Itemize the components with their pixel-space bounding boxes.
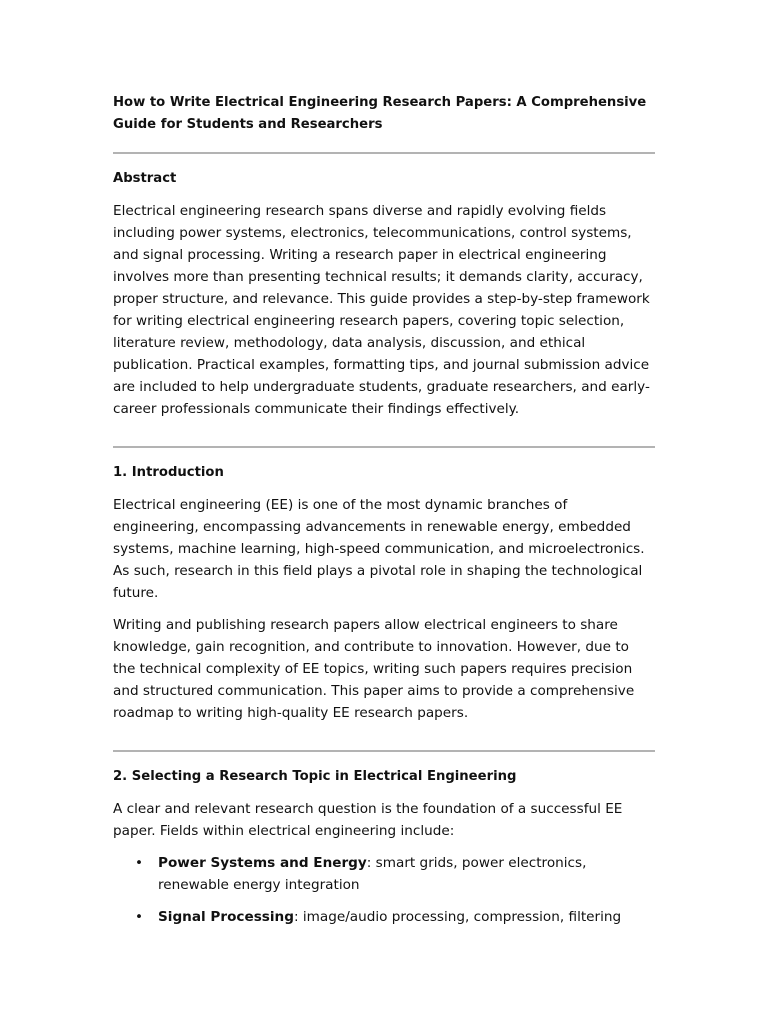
list-item-term: Power Systems and Energy: [158, 855, 367, 871]
document-title: How to Write Electrical Engineering Research Papers: A Comprehensive Guide for Students and Researchers: [113, 95, 647, 132]
list-item: [113, 906, 655, 928]
bullet-icon: •: [135, 855, 144, 871]
list-item-description: : smart grids, power electronics, renewable energy integration: [158, 855, 587, 893]
list-item-description: : image/audio processing, compression, filtering: [293, 909, 622, 925]
introduction-paragraph-2: Writing and publishing research papers allow electrical engineers to share knowledge, gain recognition, and contribute to innovation. However, due to the technical complexity of EE topics, writing such papers requires precision and structured communication. This paper aims to provide a comprehensive roadmap to writing high-quality EE research papers.: [113, 617, 635, 721]
list-item-term: Signal Processing: [158, 909, 294, 925]
topic-fields-list: [113, 852, 655, 928]
document-page: [113, 92, 655, 938]
abstract-text: Electrical engineering research spans diverse and rapidly evolving fields including power systems, electronics, telecommunications, control systems, and signal processing. Writing a research paper in electrical engineering involves more than presenting technical results; it demands clarity, accuracy, proper structure, and relevance. This guide provides a step-by-step framework for writing electrical engineering research papers, covering topic selection, literature review, methodology, data analysis, discussion, and ethical publication. Practical examples, formatting tips, and journal submission advice are included to help undergraduate students, graduate researchers, and early-career professionals communicate their findings effectively.: [113, 203, 650, 417]
abstract-heading: Abstract: [113, 171, 177, 186]
topic-selection-heading: 2. Selecting a Research Topic in Electrical Engineering: [113, 769, 517, 784]
list-item: [113, 852, 655, 896]
bullet-icon: •: [135, 909, 144, 925]
introduction-paragraph-1: Electrical engineering (EE) is one of the most dynamic branches of engineering, encompassing advancements in renewable energy, embedded systems, machine learning, high-speed communication, and microelectronics. As such, research in this field plays a pivotal role in shaping the technological future.: [113, 497, 645, 601]
topic-selection-intro: A clear and relevant research question is the foundation of a successful EE paper. Fields within electrical engineering include:: [113, 801, 623, 839]
introduction-heading: 1. Introduction: [113, 465, 224, 480]
